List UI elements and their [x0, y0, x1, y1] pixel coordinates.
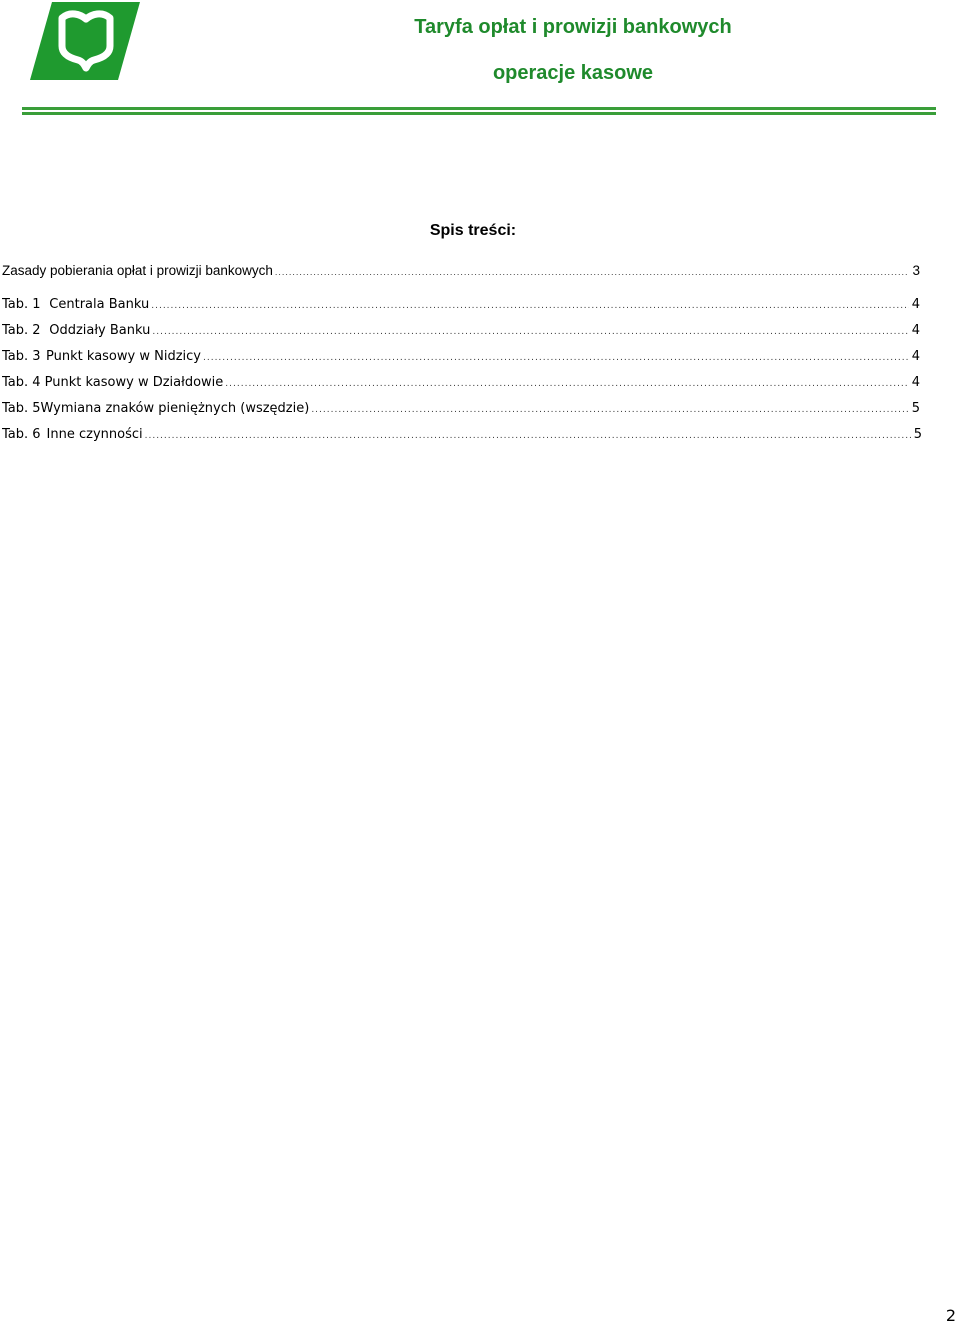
toc-item-label: Wymiana znaków pieniężnych (wszędzie): [40, 401, 310, 416]
toc-leader-dots: [223, 374, 908, 392]
toc-item-tab-2[interactable]: [2, 322, 920, 340]
toc-item-label: Inne czynności: [46, 427, 143, 442]
toc-item-tab-5[interactable]: [2, 400, 920, 418]
toc-item-intro[interactable]: [2, 262, 920, 280]
document-subtitle: operacje kasowe: [492, 62, 654, 84]
toc-item-label: Centrala Banku: [49, 297, 150, 312]
toc-item-page: 4: [911, 323, 920, 338]
toc-item-tab-4[interactable]: [2, 374, 920, 392]
toc-leader-dots: [149, 296, 908, 314]
toc-item-tab: Tab. 4: [2, 375, 41, 390]
header-divider-bottom: [22, 112, 936, 115]
toc-item-label: Punkt kasowy w Działdowie: [44, 375, 224, 390]
toc-item-tab: Tab. 2: [2, 323, 41, 338]
document-title: Taryfa opłat i prowizji bankowych: [414, 16, 732, 38]
toc-heading: Spis treści:: [429, 222, 517, 239]
toc-item-page: 5: [911, 401, 920, 416]
toc-item-label: Zasady pobierania opłat i prowizji bankowych: [2, 263, 273, 278]
toc-item-page: 3: [912, 263, 920, 278]
toc-item-page: 4: [911, 349, 920, 364]
toc-item-page: 4: [911, 297, 920, 312]
toc-item-page: 4: [911, 375, 920, 390]
toc-item-tab-1[interactable]: [2, 296, 920, 314]
toc-leader-dots: [150, 322, 908, 340]
toc-item-tab: Tab. 3: [2, 349, 41, 364]
bank-logo-icon: [30, 2, 140, 80]
toc-item-label: Punkt kasowy w Nidzicy: [46, 349, 201, 364]
toc-item-tab-6[interactable]: [2, 426, 922, 444]
toc-leader-dots: [201, 348, 909, 366]
toc-item-tab: Tab. 6: [2, 427, 41, 442]
toc-leader-dots: [273, 262, 910, 280]
toc-item-tab-3[interactable]: [2, 348, 920, 366]
toc-leader-dots: [143, 426, 911, 444]
header-divider-top: [22, 107, 936, 110]
toc-leader-dots: [309, 400, 908, 418]
page-number: 2: [945, 1306, 956, 1325]
toc-item-tab: Tab. 5: [2, 401, 41, 416]
toc-item-label: Oddziały Banku: [49, 323, 151, 338]
toc-item-tab: Tab. 1: [2, 297, 41, 312]
toc-item-page: 5: [913, 427, 922, 442]
